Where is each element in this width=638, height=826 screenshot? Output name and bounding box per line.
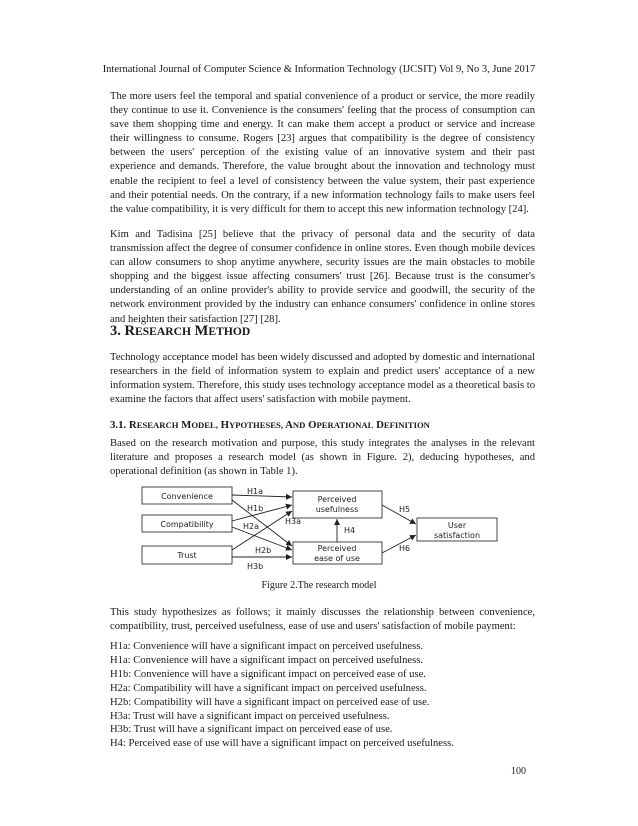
label-h1a: H1a — [247, 487, 264, 496]
hypotheses-list — [110, 640, 535, 751]
subsection-heading: 3.1. RESEARCH MODEL, HYPOTHESES, AND OPERATIONAL DEFINITION — [110, 419, 430, 431]
trust-label: Trust — [177, 551, 197, 560]
convenience-label: Convenience — [161, 492, 213, 501]
page-number: 100 — [511, 766, 526, 777]
label-h2b: H2b — [255, 546, 272, 555]
paragraph-research-model: Based on the research motivation and purpose, this study integrates the analyses in the relevant literature and proposes a research model (as shown in Figure. 2), deducing hypotheses, and operational definition (as shown in Table 1). — [110, 438, 535, 478]
ease-label-line2: ease of use — [314, 554, 360, 563]
paragraph-hypotheses-intro: This study hypothesizes as follows; it mainly discusses the relationship between convenience, compatibility, trust, perceived usefulness, ease of use and users' satisfaction of mobile payment: — [110, 607, 535, 633]
hypothesis-item: H3a: Trust will have a significant impact on perceived usefulness. — [110, 710, 390, 722]
compatibility-label: Compatibility — [160, 520, 214, 529]
paragraph-convenience-compatibility: The more users feel the temporal and spatial convenience of a product or service, the more readily they continue to use it. Convenience is the consumers' feeling that the process of consumption can save them shopping time and energy. It can make them accept a product or service and increase their willingness to consume. Rogers [23] argues that compatibility is the degree of consistency between the users' perception of the existing value of an innovative system and their past experience and demands. Therefore, the value brought about the innovation and technology must enable the recipient to feel a level of consistency between the value system, their past experience and their potential needs. On the contrary, if a new information technology fails to make users feel the value compatibility, it is very difficult for them to accept this new information technology [24]. — [110, 91, 535, 215]
label-h2a: H2a — [243, 522, 260, 531]
hypothesis-item: H2a: Compatibility will have a significant impact on perceived usefulness. — [110, 682, 427, 694]
satisfaction-label-line1: User — [447, 521, 467, 530]
label-h4: H4 — [344, 526, 356, 535]
hypothesis-item: H3b: Trust will have a significant impact on perceived ease of use. — [110, 724, 393, 736]
usefulness-label-line1: Perceived — [317, 495, 357, 504]
section-heading: 3. RESEARCH METHOD — [110, 323, 251, 339]
satisfaction-label-line2: satisfaction — [433, 531, 481, 540]
label-h6: H6 — [399, 544, 411, 553]
label-h5: H5 — [399, 505, 411, 514]
hypothesis-item: H1a: Convenience will have a significant impact on perceived usefulness. — [110, 654, 424, 666]
hypothesis-item: H2b: Compatibility will have a significant impact on perceived ease of use. — [110, 696, 430, 708]
running-header: International Journal of Computer Science & Information Technology (IJCSIT) Vol 9, No 3, June 2017 — [102, 64, 536, 75]
label-h3a: H3a — [285, 517, 302, 526]
label-h3b: H3b — [247, 562, 264, 571]
label-h1b: H1b — [247, 504, 264, 513]
paragraph-tam: Technology acceptance model has been widely discussed and adopted by domestic and international researchers in the field of information system to explain and predict users' acceptance of a new information system. Therefore, this study uses technology acceptance model as a theoretical basis to examine the factors that affect users' satisfaction with mobile payment. — [110, 352, 535, 406]
figure-caption: Figure 2.The research model — [261, 580, 377, 591]
usefulness-label-line2: usefulness — [315, 505, 359, 514]
ease-label-line1: Perceived — [317, 544, 357, 553]
hypothesis-item: H1b: Convenience will have a significant impact on perceived ease of use. — [110, 668, 426, 680]
hypothesis-item: H4: Perceived ease of use will have a significant impact on perceived usefulness. — [110, 738, 454, 750]
paragraph-trust: Kim and Tadisina [25] believe that the privacy of personal data and the security of data transmission affect the degree of consumer confidence in online stores. Even though mobile devices can allow consumers to shop anytime anywhere, security issues are the main obstacles to mobile shopping and the biggest issue affecting consumers' trust [26]. Because trust is the consumer's understanding of an online provider's ability to provide service and goodwill, the security of the network environment provided by the industry can enhance consumers' confidence in online stores and heighten their satisfaction [27] [28]. — [110, 229, 535, 325]
hypothesis-item: H1a: Convenience will have a significant impact on perceived usefulness. — [110, 641, 424, 652]
